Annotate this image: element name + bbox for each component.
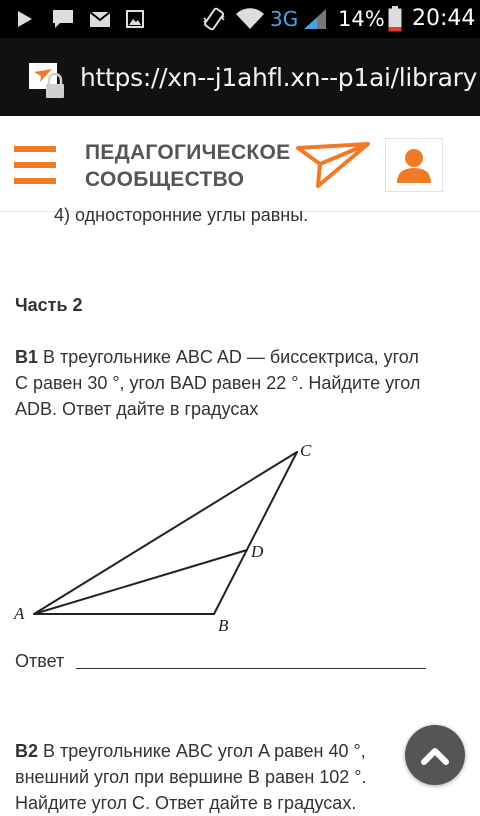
wifi-icon [234, 0, 266, 38]
side-ac [34, 452, 297, 614]
bisector-ad [34, 550, 247, 614]
task-b1-line-2: C равен 30 °, угол BAD равен 22 °. Найдите угол [15, 373, 421, 393]
task-b2-label: В2 [15, 741, 39, 761]
vibrate-icon [200, 0, 228, 38]
battery-icon [386, 0, 404, 38]
mail-icon [88, 0, 112, 38]
point-label-d: D [251, 542, 264, 561]
chevron-up-icon [421, 745, 449, 765]
page-content [0, 205, 480, 813]
user-profile-button[interactable] [385, 138, 443, 192]
play-icon [14, 0, 36, 38]
vertex-label-c: C [300, 441, 312, 460]
task-b2-line-1 [15, 738, 366, 764]
task-b1-line-1 [15, 344, 419, 370]
task-b2-line-2: внешний угол при вершине B равен 102 °. [15, 767, 367, 787]
side-bc [214, 452, 297, 614]
answer-blank-line [76, 668, 426, 669]
menu-icon[interactable] [14, 144, 58, 188]
site-header [0, 116, 480, 212]
message-icon [50, 0, 76, 38]
signal-icon [302, 0, 328, 38]
part-title: Часть 2 [15, 295, 83, 315]
scroll-to-top-button[interactable] [405, 725, 465, 785]
site-favicon-lock-icon [28, 62, 68, 102]
triangle-abc-figure [0, 434, 340, 634]
task-b1-label: В1 [15, 347, 39, 367]
task-b2-text-1: В треугольнике ABC угол A равен 40 °, [38, 741, 366, 761]
site-logo-text[interactable] [85, 139, 295, 193]
brand-line-2: СООБЩЕСТВО [85, 168, 245, 191]
status-bar [0, 0, 480, 38]
task-b2-line-3: Найдите угол C. Ответ дайте в градусах. [15, 793, 357, 813]
battery-level: 14% [338, 7, 385, 31]
task-b1-line-3: ADB. Ответ дайте в градусах [15, 399, 259, 419]
vertex-label-a: A [14, 604, 25, 623]
answer-row [15, 648, 64, 674]
task-b1-text-1: В треугольнике ABC AD — биссектриса, угол [38, 347, 419, 367]
vertex-label-b: B [218, 616, 229, 635]
answer-label: Ответ [15, 651, 65, 671]
paper-plane-logo-icon [296, 142, 370, 188]
image-icon [124, 0, 146, 38]
network-type: 3G [270, 7, 299, 31]
clock: 20:44 [412, 6, 476, 31]
brand-line-1: ПЕДАГОГИЧЕСКОЕ [85, 141, 291, 164]
url-text: https://xn--j1ahfl.xn--p1ai/library [80, 63, 478, 92]
browser-address-bar[interactable] [0, 38, 480, 116]
previous-answer-option: 4) односторонние углы равны. [54, 205, 309, 225]
